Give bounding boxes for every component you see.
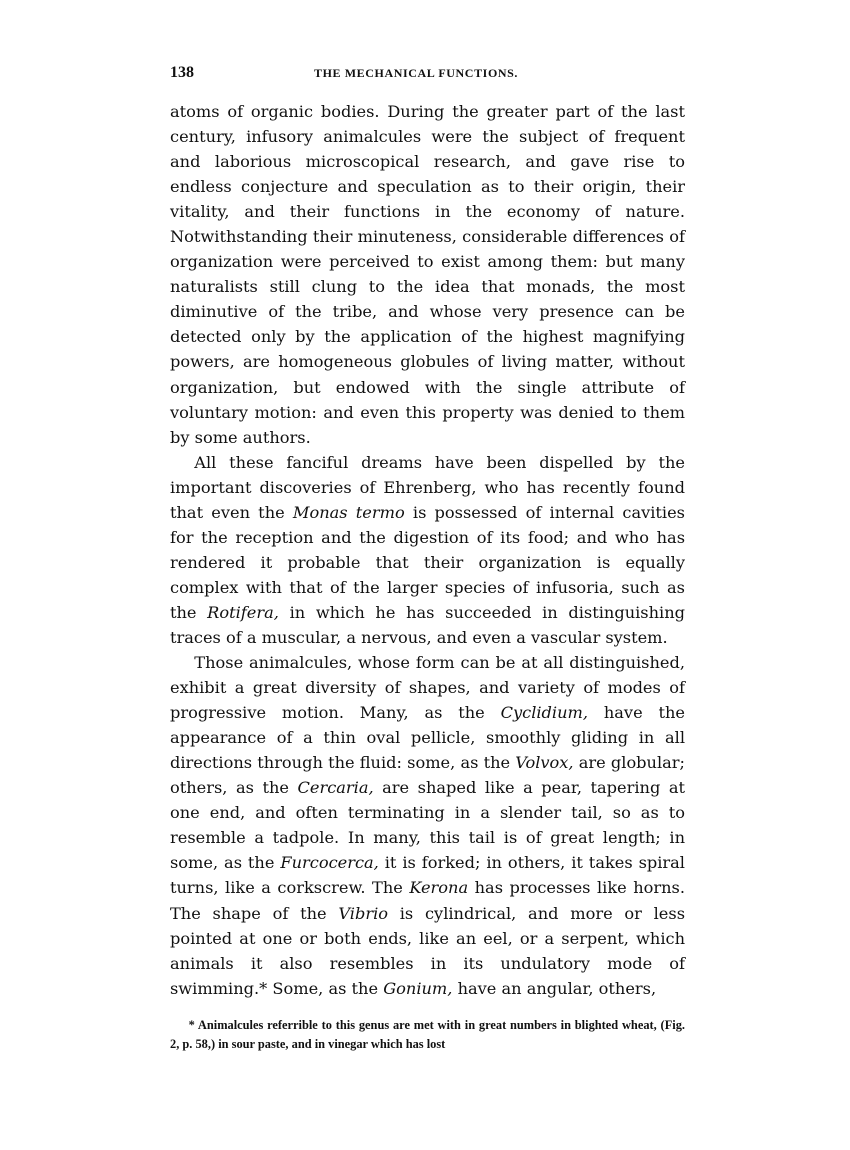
page-number: 138	[170, 64, 194, 81]
paragraph-2	[170, 450, 685, 650]
paragraph-3	[170, 650, 685, 1001]
italic-term: Cercaria,	[297, 778, 374, 798]
text-run: are globular; others, as the	[170, 753, 685, 798]
footnote: * Animalcules referrible to this genus are met with in great numbers in blighted wheat, (Fig. 2, p. 58,) in sour paste, and in vinegar which has lost	[170, 1017, 685, 1051]
text-run: have an angular, others,	[452, 978, 657, 998]
italic-term: Monas termo	[292, 502, 405, 522]
text-run: have the appearance of a thin oval pellicle, smoothly gliding in all directions through the fluid: some, as the	[170, 703, 686, 773]
italic-term: Kerona	[409, 878, 469, 898]
body-text	[170, 99, 685, 1001]
text-run: in which he has succeeded in distinguishing traces of a muscular, a nervous, and even a vascular system.	[170, 602, 685, 647]
text-run: atoms of organic bodies. During the greater part of the last century, infusory animalcules were the subject of frequent and laborious microscopical research, and gave rise to endless conjecture and speculation as to their origin, their vitality, and their functions in the economy of nature. Notwithstanding their minuteness, considerable differences of organization were perceived to exist among them: but many naturalists still clung to the idea that monads, the most diminutive of the tribe, and whose very presence can be detected only by the application of the highest magnifying powers, are homogeneous globules of living matter, without organization, but endowed with the single attribute of voluntary motion: and even this property was denied to them by some authors.	[170, 102, 685, 447]
text-run: is cylindrical, and more or less pointed at one or both ends, like an eel, or a serpent, which animals it also resembles in its undulatory mode of swimming.* Some, as the	[170, 903, 685, 998]
running-head	[170, 64, 685, 86]
text-run: has processes like horns. The shape of the	[170, 878, 685, 923]
italic-term: Furcocerca,	[280, 853, 379, 873]
book-page	[170, 64, 685, 1054]
running-head-title: THE MECHANICAL FUNCTIONS.	[314, 66, 519, 80]
text-run: is possessed of internal cavities for the reception and the digestion of its food; and who has rendered it probable that their organization is equally complex with that of the larger species of infusoria, such as the	[170, 502, 685, 622]
text-run: it is forked; in others, it takes spiral turns, like a corkscrew. The	[170, 853, 685, 898]
italic-term: Volvox,	[515, 753, 574, 773]
italic-term: Rotifera,	[207, 602, 279, 622]
paragraph-1	[170, 99, 685, 450]
italic-term: Vibrio	[338, 903, 388, 923]
italic-term: Cyclidium,	[500, 703, 589, 723]
italic-term: Gonium,	[383, 978, 453, 998]
text-run: All these fanciful dreams have been dispelled by the important discoveries of Ehrenberg, who has recently found that even the	[170, 452, 685, 522]
text-run: Those animalcules, whose form can be at all distinguished, exhibit a great diversity of shapes, and variety of modes of progressive motion. Many, as the	[170, 653, 685, 723]
text-run: are shaped like a pear, tapering at one end, and often terminating in a slender tail, so as to resemble a tadpole. In many, this tail is of great length; in some, as the	[170, 778, 685, 873]
